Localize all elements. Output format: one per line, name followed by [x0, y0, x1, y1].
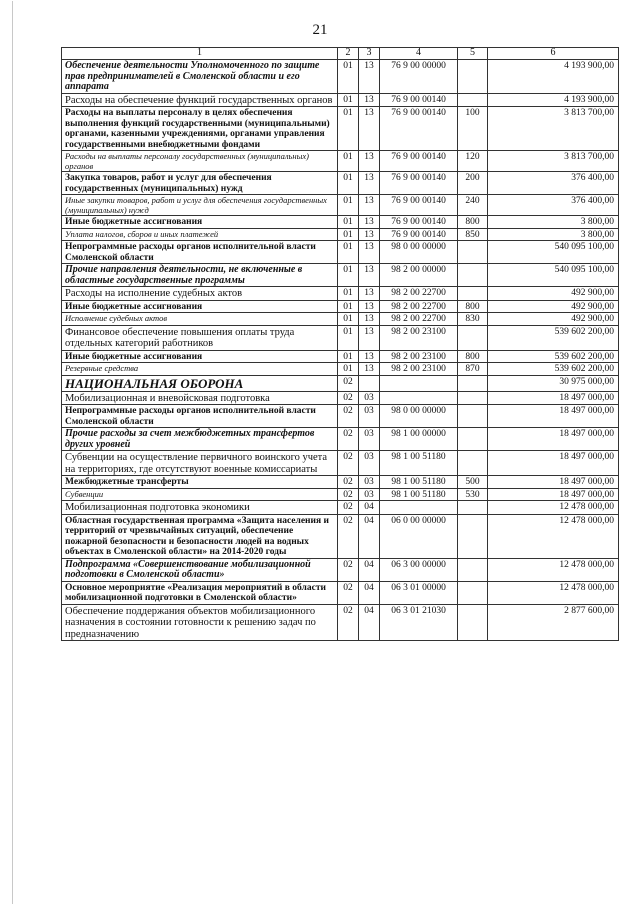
row-name-cell: Непрограммные расходы органов исполнительной власти Смоленской области	[62, 241, 338, 264]
page-number: 21	[312, 22, 328, 38]
subsection-code-cell: 03	[359, 391, 380, 405]
row-name-cell: Межбюджетные трансферты	[62, 476, 338, 489]
header-cell: 2	[338, 48, 359, 60]
table-row	[62, 451, 619, 476]
amount-cell: 12 478 000,00	[488, 558, 619, 581]
table-row	[62, 241, 619, 264]
subsection-code-cell: 03	[359, 476, 380, 489]
row-name-cell: Иные бюджетные ассигнования	[62, 300, 338, 313]
subsection-code-cell: 13	[359, 350, 380, 363]
amount-cell: 3 813 700,00	[488, 107, 619, 151]
target-article-cell: 98 1 00 00000	[380, 428, 458, 451]
target-article-cell: 76 9 00 00000	[380, 60, 458, 94]
section-code-cell: 02	[338, 488, 359, 501]
target-article-cell	[380, 375, 458, 391]
amount-cell: 4 193 900,00	[488, 60, 619, 94]
amount-cell: 12 478 000,00	[488, 514, 619, 558]
target-article-cell: 98 2 00 00000	[380, 264, 458, 287]
amount-cell: 492 900,00	[488, 300, 619, 313]
expense-type-cell	[458, 428, 488, 451]
section-code-cell: 01	[338, 350, 359, 363]
row-name-cell: Мобилизационная подготовка экономики	[62, 501, 338, 515]
expense-type-cell	[458, 375, 488, 391]
row-name-cell: Субвенции на осуществление первичного воинского учета на территориях, где отсутствуют военные комиссариаты	[62, 451, 338, 476]
subsection-code-cell: 13	[359, 287, 380, 301]
subsection-code-cell: 03	[359, 488, 380, 501]
expense-type-cell: 830	[458, 313, 488, 326]
amount-cell: 539 602 200,00	[488, 325, 619, 350]
section-code-cell: 02	[338, 375, 359, 391]
row-name-cell: Обеспечение деятельности Уполномоченного по защите прав предпринимателей в Смоленской области и его аппарата	[62, 60, 338, 94]
table-row	[62, 476, 619, 489]
target-article-cell: 98 2 00 22700	[380, 300, 458, 313]
table-row	[62, 501, 619, 515]
row-name-cell: Прочие направления деятельности, не включенные в областные государственные программы	[62, 264, 338, 287]
row-name-cell: Иные бюджетные ассигнования	[62, 216, 338, 229]
table-row	[62, 350, 619, 363]
row-name-cell: Основное мероприятие «Реализация мероприятий в области мобилизационной подготовки в Смоленской области»	[62, 581, 338, 604]
row-name-cell: Субвенции	[62, 488, 338, 501]
target-article-cell: 98 2 00 22700	[380, 313, 458, 326]
target-article-cell: 76 9 00 00140	[380, 195, 458, 216]
target-article-cell: 98 2 00 22700	[380, 287, 458, 301]
expense-type-cell	[458, 325, 488, 350]
subsection-code-cell: 13	[359, 325, 380, 350]
table-row	[62, 93, 619, 107]
section-code-cell: 02	[338, 405, 359, 428]
target-article-cell: 06 3 01 21030	[380, 604, 458, 641]
expense-type-cell	[458, 581, 488, 604]
subsection-code-cell: 03	[359, 405, 380, 428]
row-name-cell: Исполнение судебных актов	[62, 313, 338, 326]
subsection-code-cell: 13	[359, 264, 380, 287]
section-code-cell: 01	[338, 264, 359, 287]
target-article-cell: 98 2 00 23100	[380, 363, 458, 376]
subsection-code-cell: 13	[359, 216, 380, 229]
row-name-cell: Закупка товаров, работ и услуг для обеспечения государственных (муниципальных) нужд	[62, 172, 338, 195]
section-code-cell: 02	[338, 558, 359, 581]
subsection-code-cell: 13	[359, 60, 380, 94]
expense-type-cell	[458, 604, 488, 641]
amount-cell: 12 478 000,00	[488, 501, 619, 515]
header-cell: 6	[488, 48, 619, 60]
target-article-cell: 76 9 00 00140	[380, 107, 458, 151]
table-row	[62, 581, 619, 604]
section-code-cell: 02	[338, 604, 359, 641]
expense-type-cell: 800	[458, 300, 488, 313]
expense-type-cell	[458, 391, 488, 405]
table-row	[62, 488, 619, 501]
amount-cell: 376 400,00	[488, 172, 619, 195]
subsection-code-cell: 13	[359, 93, 380, 107]
amount-cell: 540 095 100,00	[488, 264, 619, 287]
table-row	[62, 391, 619, 405]
amount-cell: 492 900,00	[488, 287, 619, 301]
section-code-cell: 02	[338, 428, 359, 451]
target-article-cell: 76 9 00 00140	[380, 172, 458, 195]
subsection-code-cell: 13	[359, 313, 380, 326]
section-code-cell: 01	[338, 60, 359, 94]
section-code-cell: 01	[338, 241, 359, 264]
table-row	[62, 375, 619, 391]
amount-cell: 2 877 600,00	[488, 604, 619, 641]
table-row	[62, 514, 619, 558]
section-code-cell: 02	[338, 581, 359, 604]
expense-type-cell: 800	[458, 350, 488, 363]
target-article-cell: 76 9 00 00140	[380, 93, 458, 107]
subsection-code-cell: 04	[359, 514, 380, 558]
amount-cell: 30 975 000,00	[488, 375, 619, 391]
row-name-cell: Непрограммные расходы органов исполнительной власти Смоленской области	[62, 405, 338, 428]
table-row	[62, 325, 619, 350]
target-article-cell: 98 1 00 51180	[380, 488, 458, 501]
section-code-cell: 01	[338, 195, 359, 216]
expense-type-cell	[458, 264, 488, 287]
header-cell: 1	[62, 48, 338, 60]
row-name-cell: Иные закупки товаров, работ и услуг для обеспечения государственных (муниципальных) нужд	[62, 195, 338, 216]
expense-type-cell	[458, 451, 488, 476]
expense-type-cell: 240	[458, 195, 488, 216]
expense-type-cell	[458, 514, 488, 558]
expense-type-cell: 120	[458, 151, 488, 172]
subsection-code-cell: 04	[359, 558, 380, 581]
target-article-cell: 76 9 00 00140	[380, 228, 458, 241]
expense-type-cell	[458, 558, 488, 581]
target-article-cell: 98 2 00 23100	[380, 350, 458, 363]
table-row	[62, 195, 619, 216]
target-article-cell: 06 0 00 00000	[380, 514, 458, 558]
subsection-code-cell: 03	[359, 451, 380, 476]
amount-cell: 492 900,00	[488, 313, 619, 326]
table-row	[62, 558, 619, 581]
subsection-code-cell: 13	[359, 363, 380, 376]
header-cell: 5	[458, 48, 488, 60]
expense-type-cell	[458, 93, 488, 107]
target-article-cell: 98 0 00 00000	[380, 241, 458, 264]
row-name-cell: Уплата налогов, сборов и иных платежей	[62, 228, 338, 241]
subsection-code-cell: 04	[359, 604, 380, 641]
row-name-cell: Прочие расходы за счет межбюджетных трансфертов других уровней	[62, 428, 338, 451]
amount-cell: 539 602 200,00	[488, 363, 619, 376]
section-code-cell: 01	[338, 93, 359, 107]
subsection-code-cell: 13	[359, 195, 380, 216]
target-article-cell: 06 3 00 00000	[380, 558, 458, 581]
subsection-code-cell: 13	[359, 107, 380, 151]
row-name-cell: Иные бюджетные ассигнования	[62, 350, 338, 363]
section-code-cell: 01	[338, 325, 359, 350]
table-row	[62, 428, 619, 451]
amount-cell: 18 497 000,00	[488, 476, 619, 489]
table-row	[62, 363, 619, 376]
expense-type-cell: 800	[458, 216, 488, 229]
table-row	[62, 300, 619, 313]
amount-cell: 18 497 000,00	[488, 391, 619, 405]
table-row	[62, 405, 619, 428]
budget-table	[61, 47, 619, 641]
amount-cell: 539 602 200,00	[488, 350, 619, 363]
header-row	[62, 48, 619, 60]
section-code-cell: 02	[338, 476, 359, 489]
expense-type-cell	[458, 60, 488, 94]
expense-type-cell	[458, 241, 488, 264]
amount-cell: 18 497 000,00	[488, 451, 619, 476]
target-article-cell: 06 3 01 00000	[380, 581, 458, 604]
header-cell: 3	[359, 48, 380, 60]
amount-cell: 376 400,00	[488, 195, 619, 216]
section-code-cell: 01	[338, 172, 359, 195]
table-row	[62, 60, 619, 94]
target-article-cell: 98 0 00 00000	[380, 405, 458, 428]
subsection-code-cell: 13	[359, 300, 380, 313]
section-code-cell: 01	[338, 216, 359, 229]
amount-cell: 18 497 000,00	[488, 428, 619, 451]
target-article-cell: 76 9 00 00140	[380, 151, 458, 172]
expense-type-cell: 100	[458, 107, 488, 151]
amount-cell: 540 095 100,00	[488, 241, 619, 264]
table-row	[62, 172, 619, 195]
expense-type-cell: 500	[458, 476, 488, 489]
section-code-cell: 02	[338, 501, 359, 515]
section-code-cell: 01	[338, 313, 359, 326]
subsection-code-cell: 13	[359, 228, 380, 241]
target-article-cell: 76 9 00 00140	[380, 216, 458, 229]
row-name-cell: Мобилизационная и вневойсковая подготовка	[62, 391, 338, 405]
target-article-cell	[380, 391, 458, 405]
section-code-cell: 01	[338, 151, 359, 172]
row-name-cell: Подпрограмма «Совершенствование мобилизационной подготовки в Смоленской области»	[62, 558, 338, 581]
page-margin-line	[12, 1, 13, 904]
subsection-code-cell	[359, 375, 380, 391]
table-row	[62, 287, 619, 301]
row-name-cell: Обеспечение поддержания объектов мобилизационного назначения в состоянии готовности к решению задач по предназначению	[62, 604, 338, 641]
table-row	[62, 604, 619, 641]
subsection-code-cell: 03	[359, 428, 380, 451]
row-name-cell: Финансовое обеспечение повышения оплаты труда отдельных категорий работников	[62, 325, 338, 350]
target-article-cell: 98 2 00 23100	[380, 325, 458, 350]
row-name-cell: Расходы на выплаты персоналу в целях обеспечения выполнения функций государственными (муниципальными) органами, казенными учреждениями, органами управления государственными внебюджетными фондами	[62, 107, 338, 151]
amount-cell: 3 800,00	[488, 216, 619, 229]
section-code-cell: 01	[338, 300, 359, 313]
target-article-cell: 98 1 00 51180	[380, 451, 458, 476]
subsection-code-cell: 04	[359, 501, 380, 515]
table-row	[62, 264, 619, 287]
expense-type-cell: 870	[458, 363, 488, 376]
table-row	[62, 313, 619, 326]
amount-cell: 18 497 000,00	[488, 488, 619, 501]
row-name-cell: Расходы на исполнение судебных актов	[62, 287, 338, 301]
row-name-cell: Расходы на выплаты персоналу государственных (муниципальных) органов	[62, 151, 338, 172]
expense-type-cell: 530	[458, 488, 488, 501]
table-row	[62, 228, 619, 241]
row-name-cell: Областная государственная программа «Защита населения и территорий от чрезвычайных ситуаций, обеспечение пожарной безопасности и безопасности людей на водных объектах в Смоленской области» на 2014-2020 годы	[62, 514, 338, 558]
row-name-cell: Резервные средства	[62, 363, 338, 376]
table-row	[62, 107, 619, 151]
section-code-cell: 01	[338, 228, 359, 241]
subsection-code-cell: 04	[359, 581, 380, 604]
amount-cell: 3 800,00	[488, 228, 619, 241]
expense-type-cell	[458, 287, 488, 301]
amount-cell: 4 193 900,00	[488, 93, 619, 107]
table-row	[62, 151, 619, 172]
amount-cell: 3 813 700,00	[488, 151, 619, 172]
section-code-cell: 02	[338, 391, 359, 405]
subsection-code-cell: 13	[359, 241, 380, 264]
section-code-cell: 01	[338, 363, 359, 376]
expense-type-cell	[458, 405, 488, 428]
subsection-code-cell: 13	[359, 151, 380, 172]
expense-type-cell	[458, 501, 488, 515]
header-cell: 4	[380, 48, 458, 60]
table-row	[62, 216, 619, 229]
section-code-cell: 02	[338, 514, 359, 558]
amount-cell: 18 497 000,00	[488, 405, 619, 428]
subsection-code-cell: 13	[359, 172, 380, 195]
expense-type-cell: 850	[458, 228, 488, 241]
section-code-cell: 01	[338, 107, 359, 151]
row-name-cell: Расходы на обеспечение функций государственных органов	[62, 93, 338, 107]
target-article-cell	[380, 501, 458, 515]
section-code-cell: 01	[338, 287, 359, 301]
target-article-cell: 98 1 00 51180	[380, 476, 458, 489]
row-name-cell: НАЦИОНАЛЬНАЯ ОБОРОНА	[62, 375, 338, 391]
expense-type-cell: 200	[458, 172, 488, 195]
amount-cell: 12 478 000,00	[488, 581, 619, 604]
section-code-cell: 02	[338, 451, 359, 476]
